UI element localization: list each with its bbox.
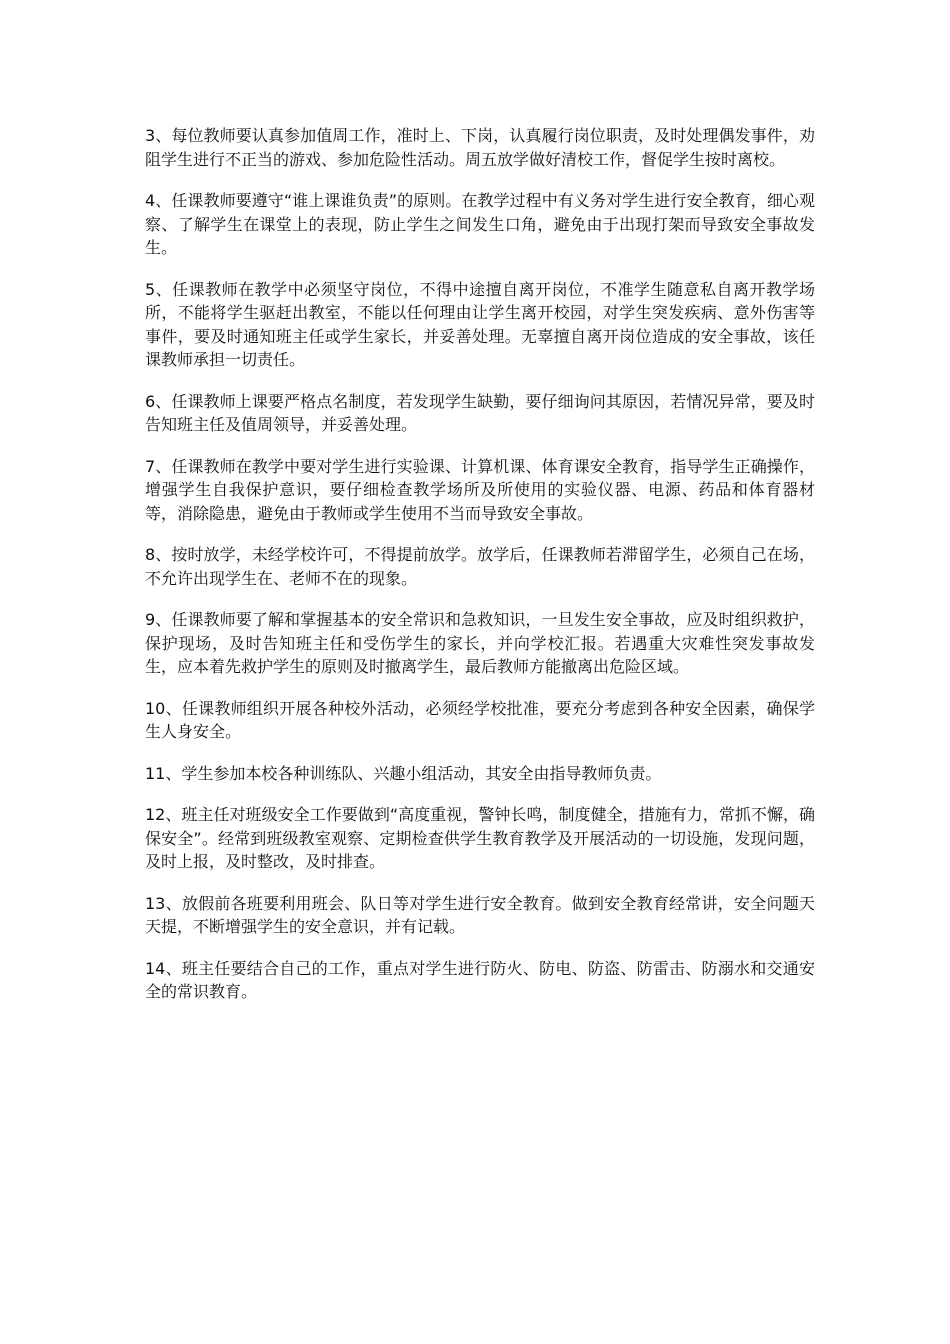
paragraph-item-13: 13、放假前各班要利用班会、队日等对学生进行安全教育。做到安全教育经常讲，安全问题天天提，不断增强学生的安全意识，并有记载。	[145, 893, 815, 936]
paragraph-item-10: 10、任课教师组织开展各种校外活动，必须经学校批准，要充分考虑到各种安全因素，确保学生人身安全。	[145, 698, 815, 741]
paragraph-item-7: 7、任课教师在教学中要对学生进行实验课、计算机课、体育课安全教育，指导学生正确操作，增强学生自我保护意识，要仔细检查教学场所及所使用的实验仪器、电源、药品和体育器材等，消除隐患，避免由于教师或学生使用不当而导致安全事故。	[145, 456, 815, 523]
paragraph-item-5: 5、任课教师在教学中必须坚守岗位，不得中途擅自离开岗位，不准学生随意私自离开教学场所，不能将学生驱赶出教室，不能以任何理由让学生离开校园，对学生突发疾病、意外伤害等事件，要及时通知班主任或学生家长，并妥善处理。无辜擅自离开岗位造成的安全事故，该任课教师承担一切责任。	[145, 279, 815, 369]
paragraph-item-4: 4、任课教师要遵守“谁上课谁负责”的原则。在教学过程中有义务对学生进行安全教育，细心观察、了解学生在课堂上的表现，防止学生之间发生口角，避免由于出现打架而导致安全事故发生。	[145, 191, 815, 257]
paragraph-item-8: 8、按时放学，未经学校许可，不得提前放学。放学后，任课教师若滞留学生，必须自己在场，不允许出现学生在、老师不在的现象。	[145, 545, 815, 588]
paragraph-item-12: 12、班主任对班级安全工作要做到“高度重视，警钟长鸣，制度健全，措施有力，常抓不懈，确保安全”。经常到班级教室观察、定期检查供学生教育教学及开展活动的一切设施，发现问题，及时上报，及时整改，及时排查。	[145, 805, 815, 871]
document-body	[145, 124, 815, 1022]
paragraph-item-6: 6、任课教师上课要严格点名制度，若发现学生缺勤，要仔细询问其原因，若情况异常，要及时告知班主任及值周领导，并妥善处理。	[145, 391, 815, 434]
paragraph-item-11: 11、学生参加本校各种训练队、兴趣小组活动，其安全由指导教师负责。	[145, 763, 662, 783]
paragraph-item-3: 3、每位教师要认真参加值周工作，准时上、下岗，认真履行岗位职责，及时处理偶发事件，劝阻学生进行不正当的游戏、参加危险性活动。周五放学做好清校工作，督促学生按时离校。	[145, 126, 815, 169]
paragraph-item-14: 14、班主任要结合自己的工作，重点对学生进行防火、防电、防盗、防雷击、防溺水和交通安全的常识教育。	[145, 958, 815, 1001]
paragraph-item-9: 9、任课教师要了解和掌握基本的安全常识和急救知识，一旦发生安全事故，应及时组织救护，保护现场，及时告知班主任和受伤学生的家长，并向学校汇报。若遇重大灾难性突发事故发生，应本着先救护学生的原则及时撤离学生，最后教师方能撤离出危险区域。	[145, 610, 815, 676]
